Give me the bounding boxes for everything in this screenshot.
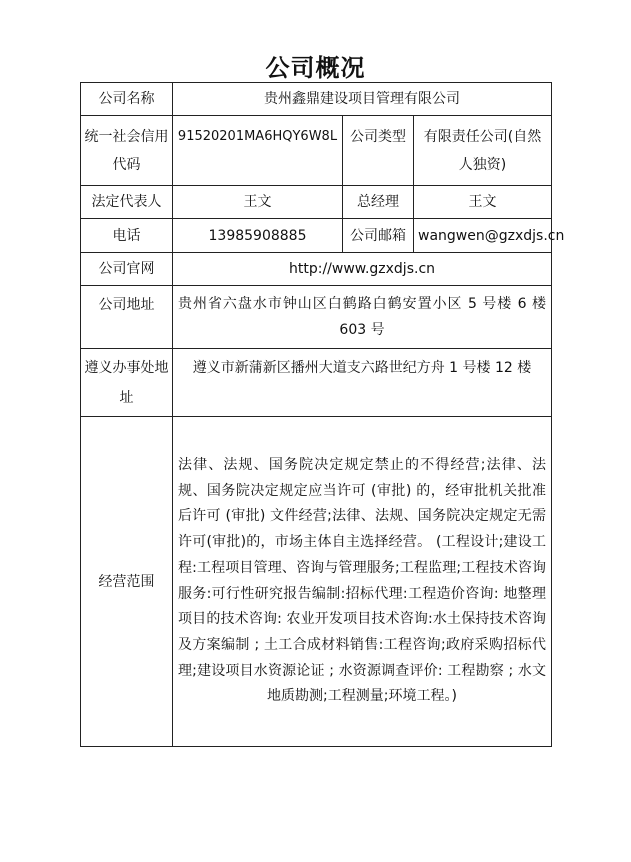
table-row-business-scope (81, 417, 552, 747)
table-row-company-name (81, 83, 552, 116)
table-row-legal-rep (81, 186, 552, 219)
page-title: 公司概况 (265, 54, 366, 82)
company-type-label: 公司类型 (343, 116, 414, 186)
website-label: 公司官网 (81, 253, 173, 286)
credit-code-value: 91520201MA6HQY6W8L (173, 116, 343, 186)
company-overview-table (80, 82, 565, 747)
website-value[interactable]: http://www.gzxdjs.cn (173, 253, 552, 286)
zunyi-office-value: 遵义市新蒲新区播州大道支六路世纪方舟 1 号楼 12 楼 (173, 349, 552, 417)
address-value: 贵州省六盘水市钟山区白鹤路白鹤安置小区 5 号楼 6 楼 603 号 (173, 286, 552, 349)
business-scope-value: 法律、法规、国务院决定规定禁止的不得经营;法律、法规、国务院决定规定应当许可 (审批) 的，经审批机关批准后许可 (审批) 文件经营;法律、法规、国务院决定规定无需许可(审批)的，市场主体自主选择经营。 (工程设计;建设工程:工程项目管理、咨询与管理服务;工程监理;工程技术咨询服务:可行性研究报告编制:招标代理:工程造价咨询: 地整理项目的技术咨询: 农业开发项目技术咨询:水土保持技术咨询及方案编制 ; 土工合成材料销售:工程咨询;政府采购招标代理;建设项目水资源论证 ; 水资源调查评价: 工程勘察 ; 水文地质勘测;工程测量;环境工程。) (173, 417, 552, 747)
company-name-value: 贵州鑫鼎建设项目管理有限公司 (173, 83, 552, 116)
table-row-credit-code (81, 116, 552, 186)
company-name-label: 公司名称 (81, 83, 173, 116)
company-type-value: 有限责任公司(自然人独资) (414, 116, 552, 186)
table-row-zunyi-office (81, 349, 552, 417)
credit-code-label: 统一社会信用代码 (81, 116, 173, 186)
phone-label: 电话 (81, 219, 173, 253)
business-scope-label: 经营范围 (81, 417, 173, 747)
table-row-website (81, 253, 552, 286)
zunyi-office-label: 遵义办事处地址 (81, 349, 173, 417)
general-manager-label: 总经理 (343, 186, 414, 219)
legal-rep-value: 王文 (173, 186, 343, 219)
phone-value: 13985908885 (173, 219, 343, 253)
legal-rep-label: 法定代表人 (81, 186, 173, 219)
table-row-phone (81, 219, 552, 253)
address-label: 公司地址 (81, 286, 173, 349)
table-row-address (81, 286, 552, 349)
general-manager-value: 王文 (414, 186, 552, 219)
email-label: 公司邮箱 (343, 219, 414, 253)
email-value[interactable]: wangwen@gzxdjs.cn (414, 219, 552, 253)
